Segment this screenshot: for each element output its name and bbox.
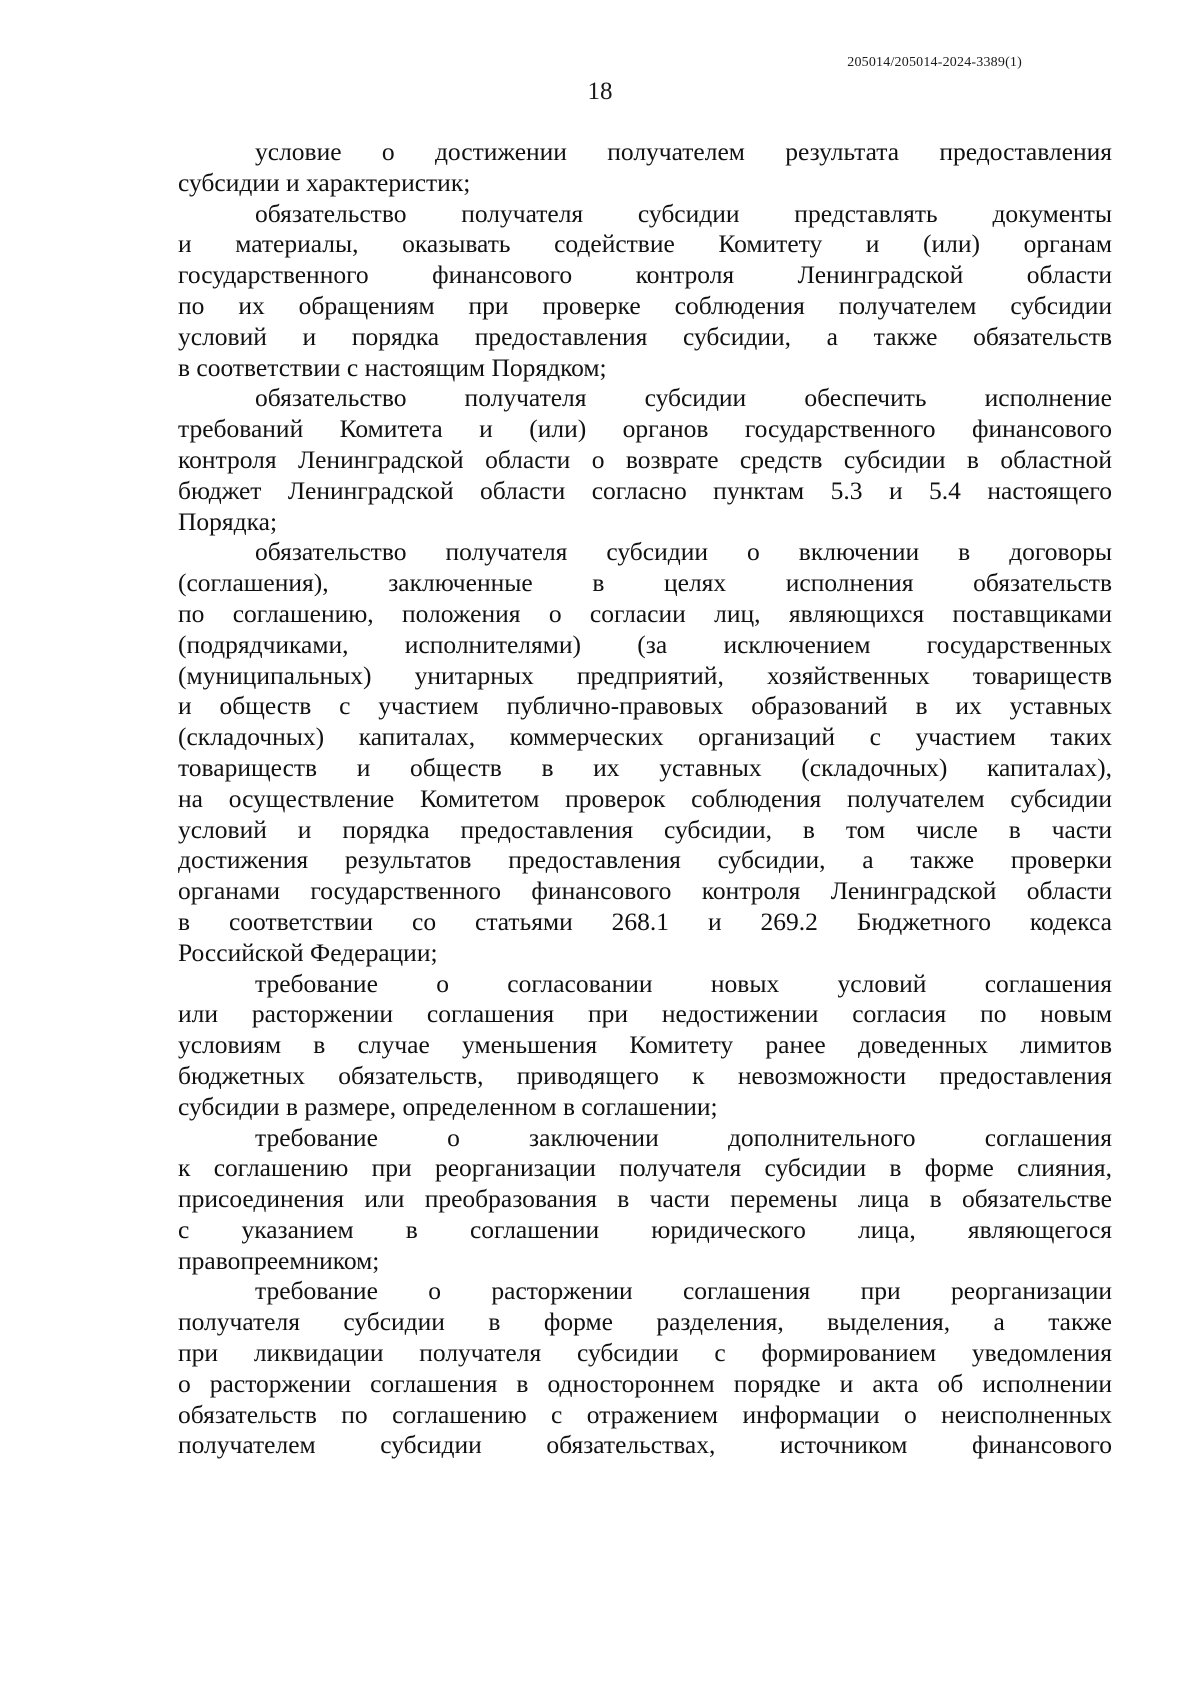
paragraph-line: (складочных) капиталах, коммерческих организаций с участием таких (178, 722, 1112, 752)
paragraph-line: требование о заключении дополнительного соглашения (255, 1122, 1112, 1152)
paragraph (178, 1123, 1112, 1277)
paragraph-line: о расторжении соглашения в одностороннем порядке и акта об исполнении (178, 1368, 1112, 1398)
paragraph-line: в соответствии со статьями 268.1 и 269.2 Бюджетного кодекса (178, 906, 1112, 936)
paragraph (178, 969, 1112, 1123)
paragraph-line: условие о достижении получателем результата предоставления (255, 137, 1112, 166)
paragraph-line: с указанием в соглашении юридического лица, являющегося (178, 1214, 1112, 1244)
paragraph-line: (подрядчиками, исполнителями) (за исключением государственных (178, 629, 1112, 659)
paragraph-line: условий и порядка предоставления субсидии, в том числе в части (178, 814, 1112, 844)
paragraph-line: (соглашения), заключенные в целях исполнения обязательств (178, 568, 1112, 598)
paragraph-line: обязательство получателя субсидии обеспечить исполнение (255, 383, 1112, 413)
paragraph-line: государственного финансового контроля Ленинградской области (178, 260, 1112, 290)
paragraph-line: контроля Ленинградской области о возврате средств субсидии в областной (178, 444, 1112, 474)
paragraph (178, 137, 1112, 199)
paragraph-line: (муниципальных) унитарных предприятий, хозяйственных товариществ (178, 660, 1112, 690)
paragraph-line: Порядка; (178, 506, 278, 536)
paragraph-line: или расторжении соглашения при недостижении согласия по новым (178, 999, 1112, 1029)
paragraph (178, 1276, 1112, 1461)
paragraph-line: Российской Федерации; (178, 937, 438, 967)
paragraph-line: и обществ с участием публично-правовых образований в их уставных (178, 691, 1112, 721)
paragraph (178, 383, 1112, 537)
paragraph (178, 199, 1112, 384)
paragraph-line: при ликвидации получателя субсидии с формированием уведомления (178, 1338, 1112, 1368)
paragraph-line: в соответствии с настоящим Порядком; (178, 352, 607, 382)
paragraph (178, 537, 1112, 968)
paragraph-line: органами государственного финансового контроля Ленинградской области (178, 876, 1112, 906)
paragraph-line: по их обращениям при проверке соблюдения получателем субсидии (178, 290, 1112, 320)
paragraph-line: достижения результатов предоставления субсидии, а также проверки (178, 845, 1112, 875)
paragraph-line: субсидии и характеристик; (178, 167, 471, 197)
paragraph-line: на осуществление Комитетом проверок соблюдения получателем субсидии (178, 783, 1112, 813)
paragraph-line: получателя субсидии в форме разделения, выделения, а также (178, 1307, 1112, 1337)
page-number: 18 (587, 78, 613, 105)
paragraph-line: требование о расторжении соглашения при реорганизации (255, 1276, 1112, 1306)
paragraph-line: бюджетных обязательств, приводящего к невозможности предоставления (178, 1060, 1112, 1090)
paragraph-line: товариществ и обществ в их уставных (складочных) капиталах), (178, 752, 1112, 782)
paragraph-line: обязательство получателя субсидии представлять документы (255, 198, 1112, 228)
paragraph-line: к соглашению при реорганизации получателя субсидии в форме слияния, (178, 1153, 1112, 1183)
paragraph-line: субсидии в размере, определенном в соглашении; (178, 1091, 718, 1121)
paragraph-line: условиям в случае уменьшения Комитету ранее доведенных лимитов (178, 1030, 1112, 1060)
paragraph-line: требование о согласовании новых условий соглашения (255, 968, 1112, 998)
paragraph-line: обязательство получателя субсидии о включении в договоры (255, 537, 1112, 567)
paragraph-line: присоединения или преобразования в части перемены лица в обязательстве (178, 1184, 1112, 1214)
paragraph-line: правопреемником; (178, 1245, 380, 1275)
paragraph-line: обязательств по соглашению с отражением информации о неисполненных (178, 1399, 1112, 1429)
paragraph-line: требований Комитета и (или) органов государственного финансового (178, 414, 1112, 444)
paragraph-line: по соглашению, положения о согласии лиц, являющихся поставщиками (178, 598, 1112, 628)
paragraph-line: и материалы, оказывать содействие Комитету и (или) органам (178, 229, 1112, 259)
paragraph-line: условий и порядка предоставления субсидии, а также обязательств (178, 321, 1112, 351)
document-registration-number: 205014/205014-2024-3389(1) (847, 55, 1022, 70)
paragraph-line: получателем субсидии обязательствах, источником финансового (178, 1430, 1112, 1460)
paragraph-line: бюджет Ленинградской области согласно пунктам 5.3 и 5.4 настоящего (178, 475, 1112, 505)
document-body (178, 137, 1112, 1461)
